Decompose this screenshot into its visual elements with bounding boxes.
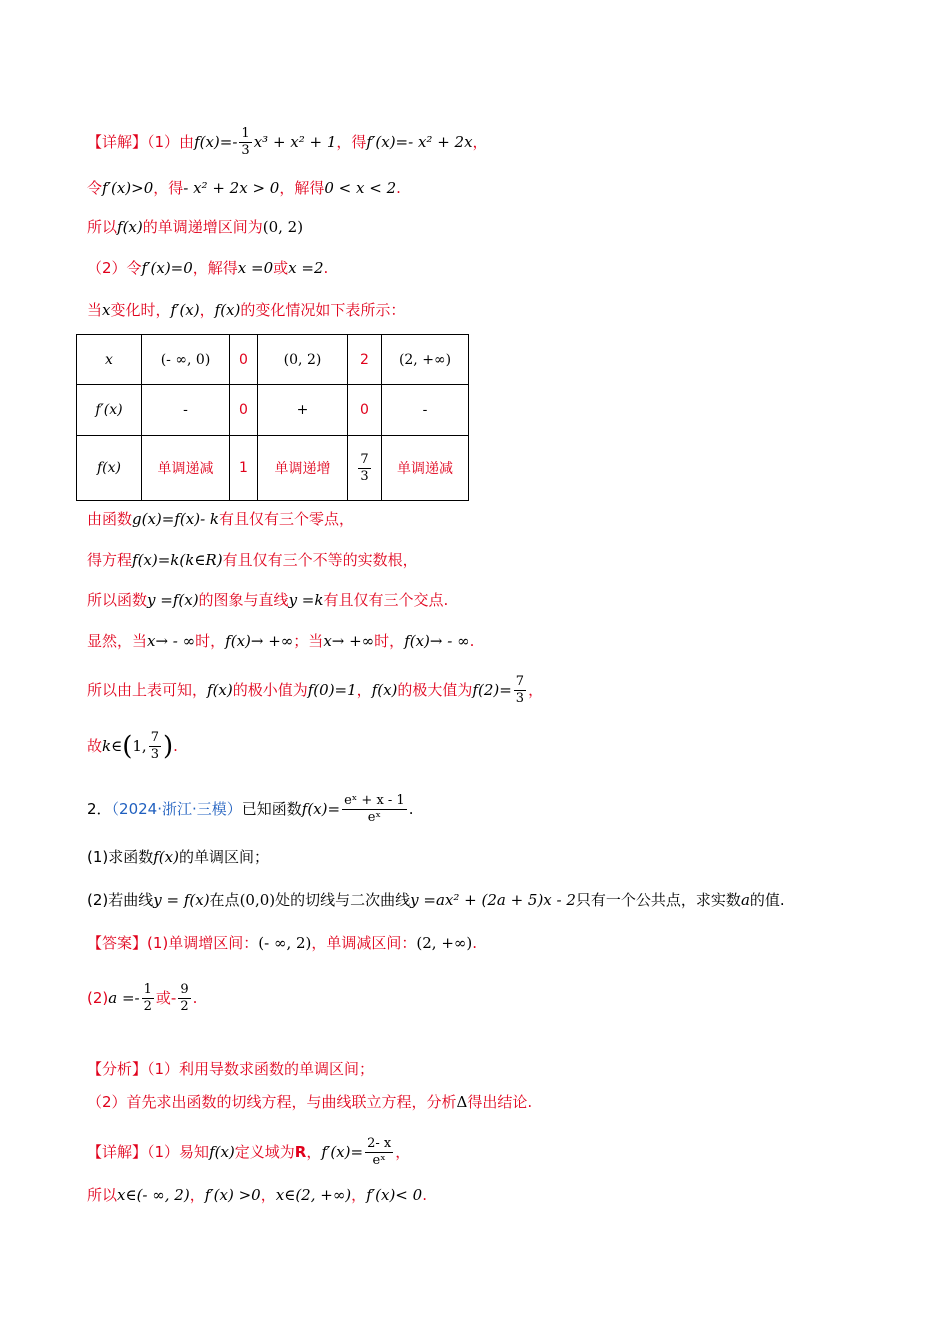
zero-line: （2）令f′(x)=0，解得x =0或x =2. <box>87 259 329 277</box>
fraction-1-3: $\frac{1}{3}$ <box>241 126 250 158</box>
inequality: - x² + 2x > 0 <box>183 179 280 197</box>
table-row: f(x) 单调递减 1 单调递增 $\frac{7}{3}$ 单调递减 <box>77 436 469 501</box>
analysis-line2: （2）首先求出函数的切线方程，与曲线联立方程，分析Δ得出结论. <box>87 1093 533 1111</box>
fraction-1-2: $\frac{1}{2}$ <box>143 982 152 1014</box>
increasing-interval-line: 所以f(x)的单调递增区间为(0, 2) <box>87 218 304 236</box>
answer-tag: 【答案】 <box>87 934 148 952</box>
fraction-9-2: $\frac{9}{2}$ <box>180 982 189 1014</box>
extrema-line: 所以由上表可知，f(x)的极小值为f(0)=1，f(x)的极大值为f(2)= $\frac{7}{3}$ ， <box>87 674 544 706</box>
detail-tag: 【详解】 <box>87 133 148 151</box>
derivative-fraction: $\frac{2- x}{\text{eˣ}}$ <box>367 1136 392 1168</box>
interval: (0, 2) <box>262 218 304 236</box>
fx: f(x) <box>117 218 143 236</box>
analysis-line1: 【分析】（1）利用导数求函数的单调区间； <box>87 1060 375 1078</box>
equation-line: 得方程f(x)=k(k∈R)有且仅有三个不等的实数根， <box>87 551 418 569</box>
question2: (2)若曲线y = f(x)在点(0,0)处的切线与二次曲线y =ax² + (2a + 5)x - 2只有一个公共点，求实数a的值. <box>87 891 785 909</box>
solution: 0 < x < 2 <box>324 179 397 197</box>
fraction-7-3: $\frac{7}{3}$ <box>150 730 159 762</box>
answer-line: 【答案】(1)单调增区间：(- ∞, 2)，单调减区间：(2, +∞). <box>87 934 478 952</box>
inequality-line: 令f′(x)>0，得- x² + 2x > 0，解得0 < x < 2. <box>87 179 401 197</box>
question1: (1)求函数f(x)的单调区间； <box>87 848 269 866</box>
variation-table <box>76 334 469 501</box>
g-function-line: 由函数g(x)=f(x)- k有且仅有三个零点， <box>87 510 355 528</box>
detail1-line: 【详解】（1）由f(x)=- $\frac{1}{3}$ x³ + x² + 1，得f′(x)=- x² + 2x， <box>87 126 488 158</box>
fx-definition-rest: x³ + x² + 1 <box>253 133 337 151</box>
problem2-statement: 2．（2024·浙江·三模）已知函数f(x)= $\frac{\text{eˣ + x - 1}}{\text{eˣ}}$ . <box>87 793 414 825</box>
answer2-line: (2)a =- $\frac{1}{2}$ 或- $\frac{9}{2}$ . <box>87 982 198 1014</box>
table-header-x: x <box>77 335 142 385</box>
fraction-7-3: $\frac{7}{3}$ <box>515 674 525 706</box>
fx-definition: f(x)=- <box>194 133 238 151</box>
limits-line: 显然，当x→ - ∞时，f(x)→ +∞；当x→ +∞时，f(x)→ - ∞. <box>87 632 475 650</box>
problem-source: （2024·浙江·三模） <box>111 800 242 818</box>
part1-label: （1）由 <box>147 133 195 151</box>
table-intro-line: 当x变化时，f′(x)，f(x)的变化情况如下表所示： <box>87 301 406 319</box>
derivative-expression: f′(x)=- x² + 2x <box>366 133 473 151</box>
detail2-line: 【详解】（1）易知f(x)定义域为R，f′(x)= $\frac{2- x}{\text{eˣ}}$ ， <box>87 1136 411 1168</box>
table-row: x (- ∞, 0) 0 (0, 2) 2 (2, +∞) <box>77 335 469 385</box>
graph-line: 所以函数y =f(x)的图象与直线y =k有且仅有三个交点. <box>87 591 449 609</box>
monotonic-summary-line: 所以x∈(- ∞, 2)，f′(x) >0，x∈(2, +∞)，f′(x)< 0. <box>87 1186 427 1204</box>
derivative-zero: f′(x)=0 <box>141 259 193 277</box>
fraction-7-3: $\frac{7}{3}$ <box>360 451 369 484</box>
derivative-condition: f′(x)>0 <box>102 179 154 197</box>
k-range-line: 故k∈(1, $\frac{7}{3}$ ). <box>87 730 178 762</box>
table-row: f′(x) - 0 + 0 - <box>77 385 469 436</box>
fx-fraction: $\frac{\text{eˣ + x - 1}}{\text{eˣ}}$ <box>344 793 405 825</box>
detail-tag: 【详解】 <box>87 1143 148 1161</box>
analysis-tag: 【分析】 <box>87 1060 148 1078</box>
